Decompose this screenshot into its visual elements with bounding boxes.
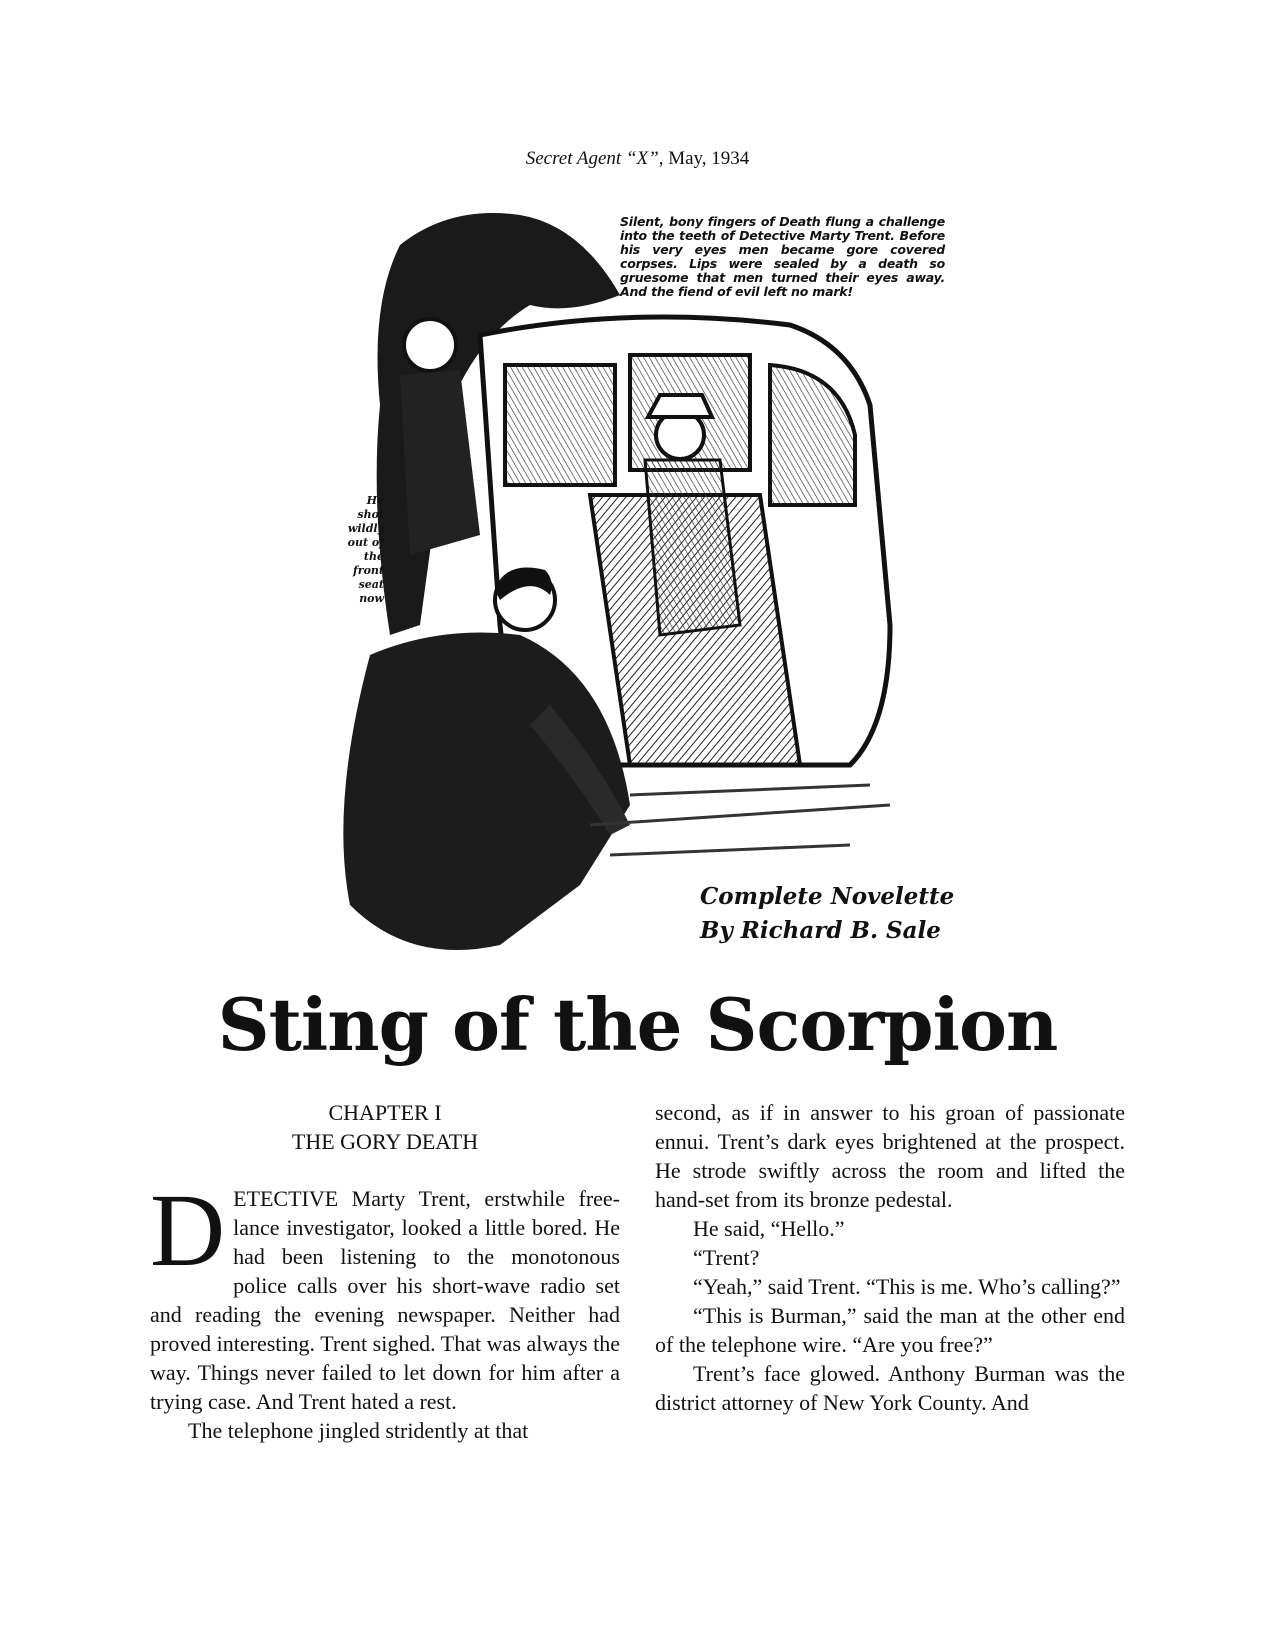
- running-head: [0, 148, 1275, 170]
- paragraph: The telephone jingled stridently at that: [188, 1418, 529, 1443]
- chapter-number: CHAPTER I: [328, 1100, 442, 1125]
- paragraph: “This is Burman,” said the man at the other end of the telephone wire. “Are you free?”: [655, 1303, 1125, 1357]
- publication-name: Secret Agent “X”: [525, 148, 659, 169]
- story-illustration: [330, 205, 950, 980]
- paragraph-text: ETECTIVE Marty Trent, erstwhile free-lance investigator, looked a little bored. He had been listening to the monotonous police calls over his short-wave radio set and reading the evening newspaper. Neither had proved interesting. Trent sighed. That was always the way. Things never failed to let down for him after a trying case. And Trent hated a rest.: [150, 1186, 620, 1414]
- illustration-side-caption: He shot wildly out of the front seat now: [347, 494, 384, 605]
- novelette-label: Complete Novelette: [700, 883, 955, 910]
- car-window-left: [505, 365, 615, 485]
- byline-block: [700, 880, 954, 948]
- illustration-caption: Silent, bony fingers of Death flung a challenge into the teeth of Detective Marty Trent. Before his very eyes men became gore covered corpses. Lips were sealed by a death so gruesome that men turned their eyes away. And the fiend of evil left no mark!: [620, 214, 945, 299]
- drop-cap: D: [150, 1173, 226, 1288]
- ground-strokes: [590, 785, 890, 855]
- hatted-man-hat: [648, 395, 712, 417]
- paragraph: “Yeah,” said Trent. “This is me. Who’s calling?”: [693, 1274, 1121, 1299]
- chapter-title: THE GORY DEATH: [291, 1129, 479, 1154]
- paragraph: Trent’s face glowed. Anthony Burman was the district attorney of New York County. And: [655, 1361, 1125, 1415]
- falling-man-body: [400, 370, 480, 555]
- paragraph: He said, “Hello.”: [693, 1216, 845, 1241]
- illustration-drawing: [330, 205, 950, 980]
- text-column-left: [150, 1098, 620, 1445]
- chapter-heading: [150, 1098, 620, 1156]
- paragraph: second, as if in answer to his groan of passionate ennui. Trent’s dark eyes brightened at the prospect. He strode swiftly across the room and lifted the hand-set from its bronze pedestal.: [655, 1100, 1125, 1212]
- paragraph: [150, 1173, 620, 1416]
- author-byline: By Richard B. Sale: [700, 917, 941, 944]
- story-title: Sting of the Scorpion: [217, 982, 1058, 1067]
- publication-date: , May, 1934: [658, 148, 750, 169]
- text-column-right: [655, 1098, 1125, 1417]
- paragraph: “Trent?: [693, 1245, 760, 1270]
- falling-man-head: [404, 319, 456, 371]
